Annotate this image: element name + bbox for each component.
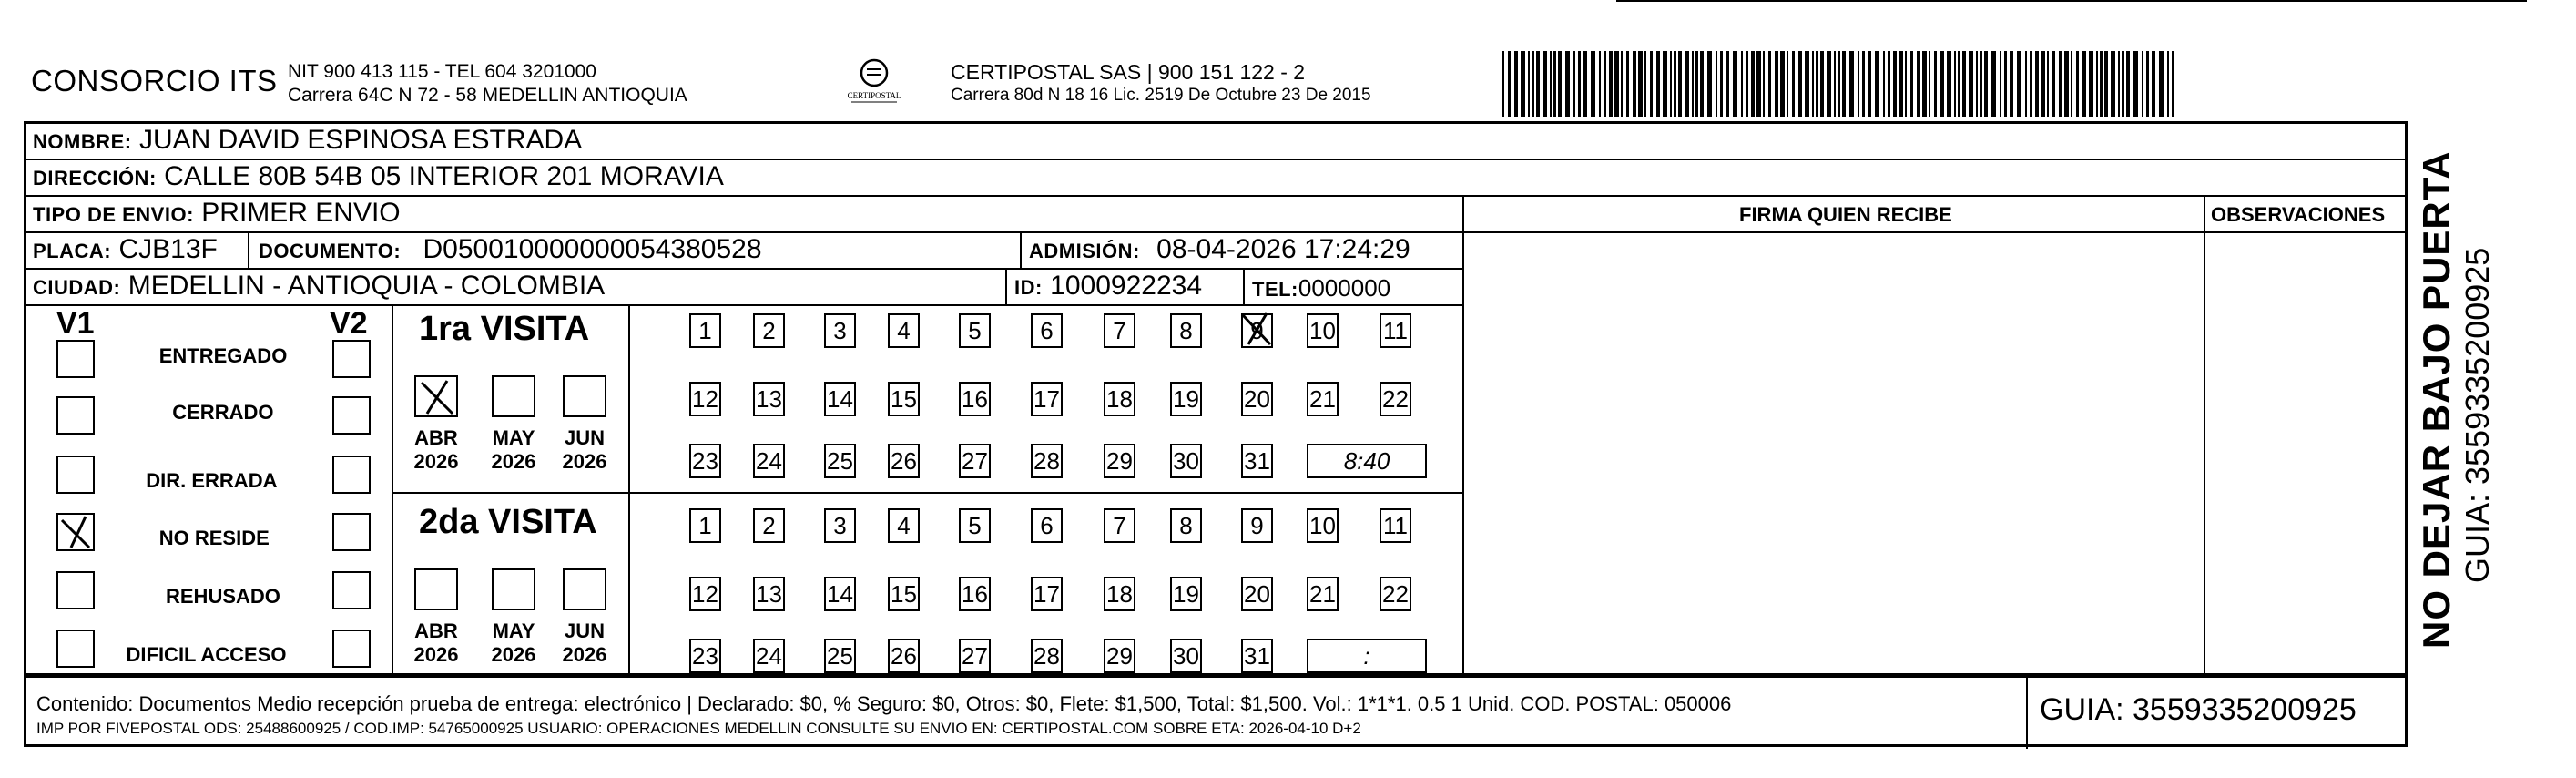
barcode-bars xyxy=(1502,51,2185,117)
day-checkbox[interactable]: 21 xyxy=(1307,382,1339,416)
v1-checkbox[interactable] xyxy=(56,396,95,435)
month-name: JUN xyxy=(564,426,605,449)
day-checkbox[interactable]: 26 xyxy=(888,444,920,478)
day-checkbox[interactable]: 10 xyxy=(1307,508,1339,543)
v2-checkbox[interactable] xyxy=(332,513,371,551)
carrier-address: Carrera 80d N 18 16 Lic. 2519 De Octubre 23 De 2015 xyxy=(951,86,1371,105)
day-checkbox[interactable]: 1 xyxy=(689,313,721,348)
footer-guia: GUIA: 3559335200925 xyxy=(2040,692,2357,727)
side-warning: NO DEJAR BAJO PUERTA xyxy=(2415,150,2458,649)
day-checkbox[interactable]: 15 xyxy=(888,577,920,611)
day-checkbox[interactable]: 9 xyxy=(1241,508,1273,543)
nombre-value: JUAN DAVID ESPINOSA ESTRADA xyxy=(138,125,583,155)
col-line-observaciones xyxy=(2204,195,2205,676)
id-value: 1000922234 xyxy=(1050,271,1203,301)
day-checkbox[interactable]: 23 xyxy=(689,639,721,673)
col-line-placa xyxy=(248,231,249,268)
v1-checkbox[interactable] xyxy=(56,340,95,378)
v2-checkbox[interactable] xyxy=(332,630,371,668)
ciudad-label: CIUDAD: xyxy=(33,276,121,299)
month-label xyxy=(486,426,541,474)
day-checkbox[interactable] xyxy=(1241,313,1273,348)
row-line-5 xyxy=(24,304,1462,306)
day-checkbox[interactable]: 5 xyxy=(959,508,991,543)
month-checkbox[interactable] xyxy=(414,375,458,417)
month-label xyxy=(409,426,463,474)
row-line-1 xyxy=(24,159,2408,160)
col-line-tel xyxy=(1243,268,1245,304)
month-label xyxy=(557,426,612,474)
status-label: DIFICIL ACCESO xyxy=(126,643,287,666)
day-checkbox[interactable]: 14 xyxy=(824,577,856,611)
check-mark-icon xyxy=(416,377,458,417)
day-checkbox[interactable]: 4 xyxy=(888,313,920,348)
row-id xyxy=(1014,271,1202,302)
company-nit: NIT 900 413 115 - TEL 604 3201000 xyxy=(288,61,596,82)
company-info xyxy=(288,60,687,107)
v1-checkbox[interactable] xyxy=(56,513,95,551)
footer-contenido: Contenido: Documentos Medio recepción prueba de entrega: electrónico | Declarado: $0, % Seguro: $0, Otros: $0, Flete: $1,500, Total: $1,500. Vol.: 1*1*1. 0.5 1 Unid. COD. POSTAL: 050006 xyxy=(36,692,1732,715)
month-year: 2026 xyxy=(491,643,536,666)
tel-value: 0000000 xyxy=(1298,274,1391,302)
day-checkbox[interactable]: 16 xyxy=(959,577,991,611)
day-checkbox[interactable]: 27 xyxy=(959,444,991,478)
placa-label: PLACA: xyxy=(33,240,112,262)
direccion-value: CALLE 80B 54B 05 INTERIOR 201 MORAVIA xyxy=(164,161,724,191)
barcode xyxy=(1502,51,2185,117)
side-guia: GUIA: 3559335200925 xyxy=(2459,247,2496,583)
day-checkbox[interactable]: 26 xyxy=(888,639,920,673)
day-checkbox[interactable]: 28 xyxy=(1031,639,1063,673)
day-checkbox[interactable]: 15 xyxy=(888,382,920,416)
day-checkbox[interactable]: 12 xyxy=(689,382,721,416)
day-checkbox[interactable]: 2 xyxy=(753,313,785,348)
check-mark-icon xyxy=(58,515,95,551)
row-line-footer xyxy=(24,676,2408,678)
day-checkbox[interactable]: 5 xyxy=(959,313,991,348)
day-checkbox[interactable]: 30 xyxy=(1170,639,1202,673)
day-checkbox[interactable]: 17 xyxy=(1031,382,1063,416)
day-checkbox[interactable]: 20 xyxy=(1241,577,1273,611)
v1-checkbox[interactable] xyxy=(56,630,95,668)
day-checkbox[interactable]: 31 xyxy=(1241,444,1273,478)
carrier-name: CERTIPOSTAL SAS | 900 151 122 - 2 xyxy=(951,60,1306,84)
col-line-status xyxy=(392,304,393,676)
day-checkbox[interactable]: 18 xyxy=(1104,577,1135,611)
day-number: 9 xyxy=(1250,317,1264,344)
day-checkbox[interactable]: 24 xyxy=(753,639,785,673)
id-label: ID: xyxy=(1014,276,1043,299)
month-checkbox[interactable] xyxy=(563,568,606,610)
row-ciudad xyxy=(33,271,605,302)
top-rule xyxy=(1616,0,2527,2)
ciudad-value: MEDELLIN - ANTIOQUIA - COLOMBIA xyxy=(127,271,606,301)
row-line-2 xyxy=(24,195,2408,197)
month-checkbox[interactable] xyxy=(414,568,458,610)
tipo-label: TIPO DE ENVIO: xyxy=(33,203,194,226)
day-checkbox[interactable]: 12 xyxy=(689,577,721,611)
day-checkbox[interactable]: 13 xyxy=(753,382,785,416)
day-checkbox[interactable]: 6 xyxy=(1031,508,1063,543)
check-mark-icon xyxy=(1239,312,1276,348)
month-label xyxy=(486,619,541,667)
month-year: 2026 xyxy=(562,643,607,666)
mailbox-icon xyxy=(842,55,906,106)
visit-time-field[interactable]: 8:40 xyxy=(1307,444,1427,478)
status-label: CERRADO xyxy=(172,401,274,424)
col-line-guia xyxy=(2026,676,2028,749)
row-documento xyxy=(259,234,762,265)
day-checkbox[interactable]: 3 xyxy=(824,508,856,543)
firma-label: FIRMA QUIEN RECIBE xyxy=(1739,203,1952,226)
second-visit-title: 2da VISITA xyxy=(419,503,597,541)
admision-label: ADMISIÓN: xyxy=(1029,240,1140,262)
day-checkbox[interactable]: 19 xyxy=(1170,577,1202,611)
row-tel xyxy=(1252,274,1390,302)
month-checkbox[interactable] xyxy=(492,375,535,417)
day-checkbox[interactable]: 13 xyxy=(753,577,785,611)
carrier-info xyxy=(951,60,1371,107)
day-checkbox[interactable]: 14 xyxy=(824,382,856,416)
footer-imp: IMP POR FIVEPOSTAL ODS: 25488600925 / COD.IMP: 54765000925 USUARIO: OPERACIONES MEDELLIN CONSULTE SU ENVIO EN: CERTIPOSTAL.COM SOBRE ETA: 2026-04-10 D+2 xyxy=(36,720,1361,737)
row-direccion xyxy=(33,161,724,192)
day-checkbox[interactable]: 25 xyxy=(824,639,856,673)
day-checkbox[interactable]: 31 xyxy=(1241,639,1273,673)
row-line-3 xyxy=(24,231,2408,233)
col-line-months xyxy=(628,304,630,676)
day-checkbox[interactable]: 3 xyxy=(824,313,856,348)
first-visit-title: 1ra VISITA xyxy=(419,310,590,348)
day-checkbox[interactable]: 22 xyxy=(1380,577,1411,611)
col-line-admision xyxy=(1020,231,1022,268)
day-checkbox[interactable]: 4 xyxy=(888,508,920,543)
day-checkbox[interactable]: 19 xyxy=(1170,382,1202,416)
day-checkbox[interactable]: 7 xyxy=(1104,313,1135,348)
day-checkbox[interactable]: 17 xyxy=(1031,577,1063,611)
row-admision xyxy=(1029,234,1410,265)
v1-checkbox[interactable] xyxy=(56,571,95,609)
day-checkbox[interactable]: 23 xyxy=(689,444,721,478)
tipo-value: PRIMER ENVIO xyxy=(201,198,401,228)
v2-checkbox[interactable] xyxy=(332,571,371,609)
company-name: CONSORCIO ITS xyxy=(31,64,278,97)
month-checkbox[interactable] xyxy=(492,568,535,610)
month-year: 2026 xyxy=(491,450,536,473)
visit-divider xyxy=(392,492,1462,494)
v2-checkbox[interactable] xyxy=(332,456,371,494)
admision-value: 08-04-2026 17:24:29 xyxy=(1156,234,1410,264)
v2-header: V2 xyxy=(330,306,368,341)
day-checkbox[interactable]: 11 xyxy=(1380,313,1411,348)
day-checkbox[interactable]: 20 xyxy=(1241,382,1273,416)
month-name: ABR xyxy=(414,426,458,449)
day-checkbox[interactable]: 1 xyxy=(689,508,721,543)
documento-label: DOCUMENTO: xyxy=(259,240,402,262)
day-checkbox[interactable]: 10 xyxy=(1307,313,1339,348)
observaciones-label: OBSERVACIONES xyxy=(2211,203,2386,226)
row-nombre xyxy=(33,125,582,156)
carrier-logo xyxy=(842,55,906,106)
day-checkbox[interactable]: 29 xyxy=(1104,639,1135,673)
status-label: NO RESIDE xyxy=(158,527,270,549)
month-year: 2026 xyxy=(562,450,607,473)
day-checkbox[interactable]: 18 xyxy=(1104,382,1135,416)
status-label: DIR. ERRADA xyxy=(146,469,278,492)
day-checkbox[interactable]: 21 xyxy=(1307,577,1339,611)
month-label xyxy=(557,619,612,667)
month-name: MAY xyxy=(492,619,535,642)
v2-checkbox[interactable] xyxy=(332,340,371,378)
v1-header: V1 xyxy=(56,306,95,341)
logo-text: CERTIPOSTAL xyxy=(847,91,901,100)
month-name: JUN xyxy=(564,619,605,642)
col-line-signature xyxy=(1462,195,1464,676)
v1-checkbox[interactable] xyxy=(56,456,95,494)
day-checkbox[interactable]: 29 xyxy=(1104,444,1135,478)
month-checkbox[interactable] xyxy=(563,375,606,417)
day-checkbox[interactable]: 27 xyxy=(959,639,991,673)
row-line-4 xyxy=(24,268,1462,270)
month-name: MAY xyxy=(492,426,535,449)
day-checkbox[interactable]: 16 xyxy=(959,382,991,416)
placa-value: CJB13F xyxy=(118,234,218,264)
row-placa xyxy=(33,234,218,265)
v2-checkbox[interactable] xyxy=(332,396,371,435)
direccion-label: DIRECCIÓN: xyxy=(33,167,157,189)
row-tipo xyxy=(33,198,401,229)
day-checkbox[interactable]: 7 xyxy=(1104,508,1135,543)
month-year: 2026 xyxy=(413,450,459,473)
day-checkbox[interactable]: 24 xyxy=(753,444,785,478)
day-checkbox[interactable]: 22 xyxy=(1380,382,1411,416)
status-label: REHUSADO xyxy=(166,585,280,608)
day-checkbox[interactable]: 11 xyxy=(1380,508,1411,543)
day-checkbox[interactable]: 8 xyxy=(1170,313,1202,348)
month-name: ABR xyxy=(414,619,458,642)
day-checkbox[interactable]: 30 xyxy=(1170,444,1202,478)
documento-value: D050010000000054380528 xyxy=(423,234,762,264)
nombre-label: NOMBRE: xyxy=(33,130,132,153)
day-checkbox[interactable]: 28 xyxy=(1031,444,1063,478)
day-checkbox[interactable]: 8 xyxy=(1170,508,1202,543)
col-line-id xyxy=(1005,268,1007,304)
month-year: 2026 xyxy=(413,643,459,666)
company-address: Carrera 64C N 72 - 58 MEDELLIN ANTIOQUIA xyxy=(288,85,687,106)
tel-label: TEL: xyxy=(1252,278,1298,301)
day-checkbox[interactable]: 2 xyxy=(753,508,785,543)
visit-time-field[interactable]: : xyxy=(1307,639,1427,673)
day-checkbox[interactable]: 25 xyxy=(824,444,856,478)
month-label xyxy=(409,619,463,667)
status-label: ENTREGADO xyxy=(158,344,288,367)
day-checkbox[interactable]: 6 xyxy=(1031,313,1063,348)
